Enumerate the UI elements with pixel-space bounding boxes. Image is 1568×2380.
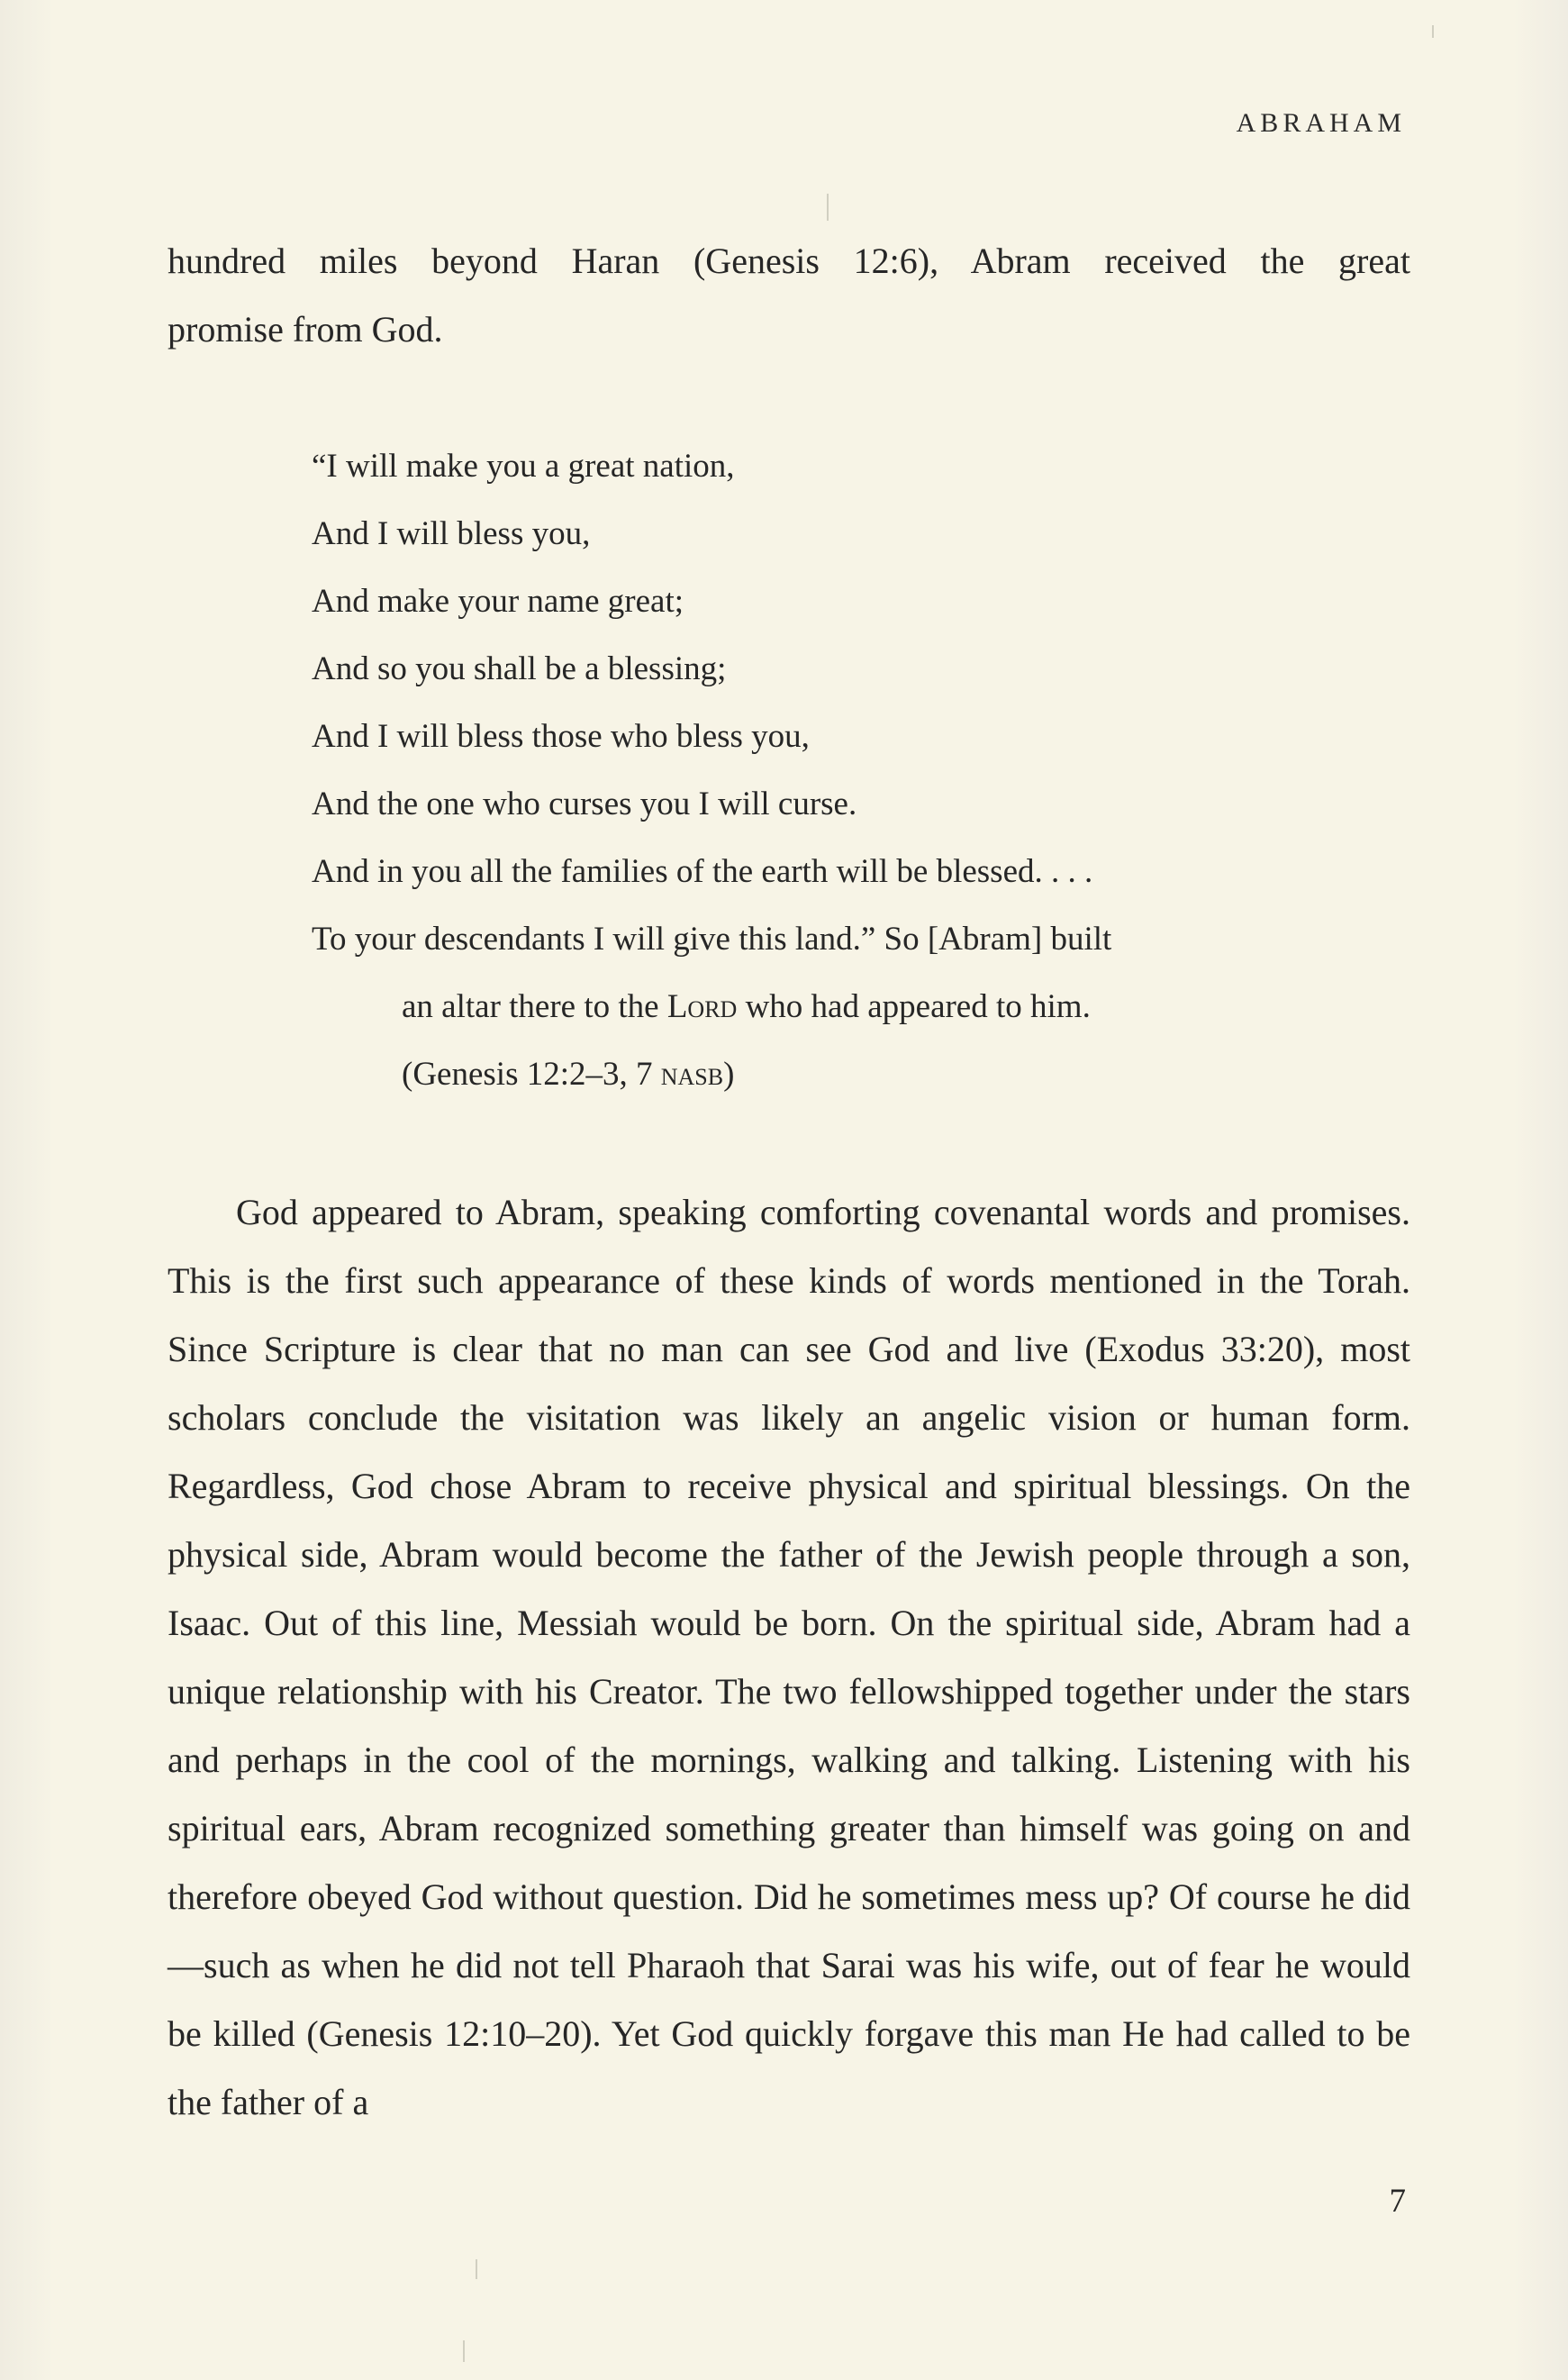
main-paragraph: God appeared to Abram, speaking comforting covenantal words and promises. This is the first such appearance of these kinds of words mentioned in the Torah. Since Scripture is clear that no man can see God and live (Exodus 33:20), most scholars conclude the visitation was likely an angelic vision or human form. Regardless, God chose Abram to receive physical and spiritual blessings. On the physical side, Abram would become the father of the Jewish people through a son, Isaac. Out of this line, Messiah would be born. On the spiritual side, Abram had a unique relationship with his Creator. The two fellowshipped together under the stars and perhaps in the cool of the mornings, walking and talking. Listening with his spiritual ears, Abram recognized something greater than himself was going on and therefore obeyed God without question. Did he sometimes mess up? Of course he did—such as when he did not tell Pharaoh that Sarai was his wife, out of fear he would be killed (Genesis 12:10–20). Yet God quickly forgave this man He had called to be the father of a bbox=[168, 1192, 1410, 2122]
quote-line: “I will make you a great nation, bbox=[312, 448, 735, 485]
block-quote bbox=[312, 432, 1392, 1108]
quote-line: And in you all the families of the earth will be blessed. . . . bbox=[312, 853, 1093, 890]
altar-text-after: who had appeared to him. bbox=[737, 988, 1091, 1025]
continuation-paragraph bbox=[168, 227, 1410, 364]
quote-altar-line bbox=[312, 973, 1392, 1040]
continuation-line-1: hundred miles beyond Haran (Genesis 12:6), Abram received the great bbox=[168, 241, 1410, 281]
citation-before: (Genesis 12:2–3, 7 bbox=[402, 1056, 661, 1093]
quote-line: To your descendants I will give this land.” So [Abram] built bbox=[312, 921, 1112, 958]
page-number: 7 bbox=[1389, 2183, 1406, 2220]
running-head: ABRAHAM bbox=[1236, 108, 1406, 138]
quote-line: And I will bless those who bless you, bbox=[312, 718, 810, 755]
lord-small-caps: Lord bbox=[666, 988, 738, 1025]
paper-speck bbox=[1432, 25, 1434, 38]
paper-speck bbox=[463, 2340, 465, 2362]
citation-version: nasb bbox=[660, 1056, 724, 1093]
quote-line: And make your name great; bbox=[312, 583, 684, 620]
altar-text-before: an altar there to the bbox=[402, 988, 667, 1025]
paper-speck bbox=[476, 2259, 477, 2279]
quote-line: And the one who curses you I will curse. bbox=[312, 786, 857, 822]
citation-after: ) bbox=[723, 1056, 735, 1093]
paper-speck bbox=[827, 194, 829, 221]
continuation-line-2: promise from God. bbox=[168, 309, 443, 350]
quote-line: And so you shall be a blessing; bbox=[312, 650, 727, 687]
quote-line: And I will bless you, bbox=[312, 515, 591, 552]
quote-citation bbox=[312, 1040, 1392, 1108]
